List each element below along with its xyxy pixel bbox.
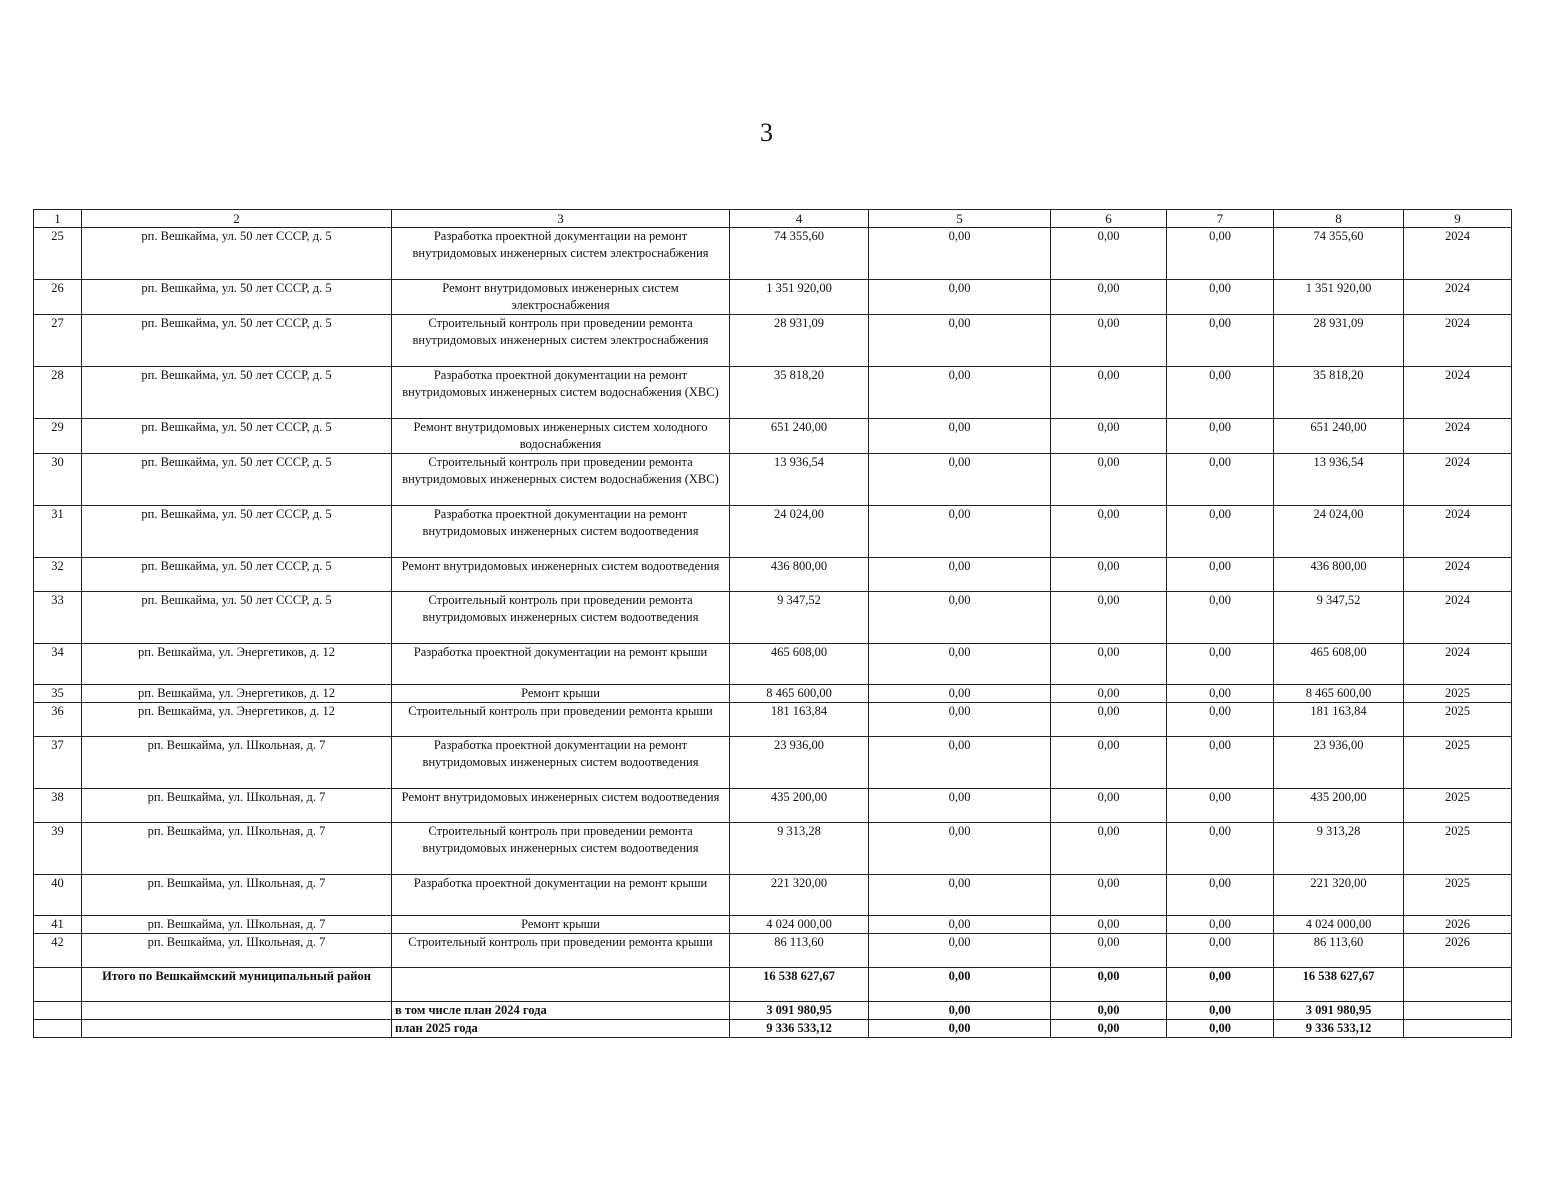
- value-cell-c5: 0,00: [869, 315, 1051, 367]
- column-number-header: 2: [82, 210, 392, 228]
- table-row: [34, 875, 1512, 916]
- value-cell-c8: 465 608,00: [1274, 644, 1404, 685]
- value-cell-c5: 0,00: [869, 737, 1051, 789]
- subtotal-empty: [1404, 1002, 1512, 1020]
- table-row: [34, 315, 1512, 367]
- column-number-header: 6: [1051, 210, 1167, 228]
- subtotal-value-c7: 0,00: [1167, 1020, 1274, 1038]
- total-value-c5: 0,00: [869, 968, 1051, 1002]
- address-cell: рп. Вешкайма, ул. Школьная, д. 7: [82, 934, 392, 968]
- value-cell-c9: 2025: [1404, 703, 1512, 737]
- value-cell-c4: 9 347,52: [730, 592, 869, 644]
- value-cell-c6: 0,00: [1051, 280, 1167, 315]
- value-cell-c6: 0,00: [1051, 934, 1167, 968]
- address-cell: рп. Вешкайма, ул. Школьная, д. 7: [82, 737, 392, 789]
- value-cell-c6: 0,00: [1051, 506, 1167, 558]
- value-cell-c9: 2026: [1404, 916, 1512, 934]
- address-cell: рп. Вешкайма, ул. Школьная, д. 7: [82, 823, 392, 875]
- value-cell-c9: 2024: [1404, 506, 1512, 558]
- value-cell-c4: 651 240,00: [730, 419, 869, 454]
- address-cell: рп. Вешкайма, ул. 50 лет СССР, д. 5: [82, 419, 392, 454]
- value-cell-c4: 1 351 920,00: [730, 280, 869, 315]
- value-cell-c9: 2025: [1404, 685, 1512, 703]
- value-cell-c9: 2024: [1404, 367, 1512, 419]
- table-row: [34, 644, 1512, 685]
- work-type-cell: Разработка проектной документации на ремонт внутридомовых инженерных систем водоотведения: [392, 737, 730, 789]
- subtotal-empty: [82, 1002, 392, 1020]
- value-cell-c7: 0,00: [1167, 280, 1274, 315]
- work-type-cell: Разработка проектной документации на ремонт крыши: [392, 875, 730, 916]
- value-cell-c5: 0,00: [869, 228, 1051, 280]
- row-number: 30: [34, 454, 82, 506]
- row-number: 29: [34, 419, 82, 454]
- value-cell-c7: 0,00: [1167, 875, 1274, 916]
- work-type-cell: Строительный контроль при проведении ремонта внутридомовых инженерных систем водоснабжения (ХВС): [392, 454, 730, 506]
- row-number: 34: [34, 644, 82, 685]
- value-cell-c6: 0,00: [1051, 685, 1167, 703]
- table-row: [34, 506, 1512, 558]
- value-cell-c7: 0,00: [1167, 367, 1274, 419]
- value-cell-c9: 2024: [1404, 315, 1512, 367]
- value-cell-c9: 2024: [1404, 644, 1512, 685]
- subtotal-value-c4: 3 091 980,95: [730, 1002, 869, 1020]
- subtotal-empty: [1404, 1020, 1512, 1038]
- value-cell-c6: 0,00: [1051, 823, 1167, 875]
- total-empty: [34, 968, 82, 1002]
- value-cell-c7: 0,00: [1167, 737, 1274, 789]
- subtotal-empty: [34, 1002, 82, 1020]
- value-cell-c8: 74 355,60: [1274, 228, 1404, 280]
- table-row: [34, 823, 1512, 875]
- total-value-c6: 0,00: [1051, 968, 1167, 1002]
- value-cell-c5: 0,00: [869, 934, 1051, 968]
- value-cell-c7: 0,00: [1167, 454, 1274, 506]
- value-cell-c6: 0,00: [1051, 454, 1167, 506]
- value-cell-c4: 35 818,20: [730, 367, 869, 419]
- total-label: Итого по Вешкаймский муниципальный район: [82, 968, 392, 1002]
- row-number: 37: [34, 737, 82, 789]
- value-cell-c8: 23 936,00: [1274, 737, 1404, 789]
- subtotal-value-c5: 0,00: [869, 1002, 1051, 1020]
- value-cell-c6: 0,00: [1051, 737, 1167, 789]
- value-cell-c8: 8 465 600,00: [1274, 685, 1404, 703]
- value-cell-c8: 86 113,60: [1274, 934, 1404, 968]
- address-cell: рп. Вешкайма, ул. Школьная, д. 7: [82, 875, 392, 916]
- value-cell-c6: 0,00: [1051, 419, 1167, 454]
- value-cell-c4: 23 936,00: [730, 737, 869, 789]
- total-value-c7: 0,00: [1167, 968, 1274, 1002]
- value-cell-c5: 0,00: [869, 644, 1051, 685]
- address-cell: рп. Вешкайма, ул. Школьная, д. 7: [82, 916, 392, 934]
- work-type-cell: Строительный контроль при проведении ремонта внутридомовых инженерных систем водоотведения: [392, 592, 730, 644]
- value-cell-c9: 2026: [1404, 934, 1512, 968]
- column-number-header: 4: [730, 210, 869, 228]
- row-number: 25: [34, 228, 82, 280]
- value-cell-c9: 2024: [1404, 592, 1512, 644]
- value-cell-c9: 2024: [1404, 558, 1512, 592]
- value-cell-c9: 2025: [1404, 875, 1512, 916]
- value-cell-c5: 0,00: [869, 419, 1051, 454]
- subtotal-label: в том числе план 2024 года: [392, 1002, 730, 1020]
- value-cell-c5: 0,00: [869, 280, 1051, 315]
- row-number: 27: [34, 315, 82, 367]
- value-cell-c9: 2025: [1404, 737, 1512, 789]
- value-cell-c6: 0,00: [1051, 875, 1167, 916]
- row-number: 36: [34, 703, 82, 737]
- subtotal-label: план 2025 года: [392, 1020, 730, 1038]
- value-cell-c6: 0,00: [1051, 789, 1167, 823]
- row-number: 40: [34, 875, 82, 916]
- value-cell-c8: 13 936,54: [1274, 454, 1404, 506]
- value-cell-c7: 0,00: [1167, 644, 1274, 685]
- column-number-header: 7: [1167, 210, 1274, 228]
- value-cell-c4: 4 024 000,00: [730, 916, 869, 934]
- address-cell: рп. Вешкайма, ул. Энергетиков, д. 12: [82, 685, 392, 703]
- row-number: 28: [34, 367, 82, 419]
- value-cell-c8: 221 320,00: [1274, 875, 1404, 916]
- row-number: 31: [34, 506, 82, 558]
- address-cell: рп. Вешкайма, ул. Школьная, д. 7: [82, 789, 392, 823]
- value-cell-c7: 0,00: [1167, 592, 1274, 644]
- subtotal-row: [34, 1002, 1512, 1020]
- address-cell: рп. Вешкайма, ул. 50 лет СССР, д. 5: [82, 315, 392, 367]
- value-cell-c4: 436 800,00: [730, 558, 869, 592]
- work-type-cell: Ремонт внутридомовых инженерных систем холодного водоснабжения: [392, 419, 730, 454]
- table-row: [34, 454, 1512, 506]
- value-cell-c7: 0,00: [1167, 823, 1274, 875]
- work-type-cell: Строительный контроль при проведении ремонта внутридомовых инженерных систем электроснабжения: [392, 315, 730, 367]
- row-number: 38: [34, 789, 82, 823]
- row-number: 42: [34, 934, 82, 968]
- value-cell-c5: 0,00: [869, 558, 1051, 592]
- value-cell-c4: 465 608,00: [730, 644, 869, 685]
- address-cell: рп. Вешкайма, ул. 50 лет СССР, д. 5: [82, 367, 392, 419]
- page-number: 3: [760, 118, 773, 147]
- value-cell-c5: 0,00: [869, 916, 1051, 934]
- value-cell-c6: 0,00: [1051, 367, 1167, 419]
- value-cell-c7: 0,00: [1167, 558, 1274, 592]
- subtotal-value-c6: 0,00: [1051, 1002, 1167, 1020]
- value-cell-c8: 9 347,52: [1274, 592, 1404, 644]
- total-value-c4: 16 538 627,67: [730, 968, 869, 1002]
- value-cell-c6: 0,00: [1051, 703, 1167, 737]
- value-cell-c8: 1 351 920,00: [1274, 280, 1404, 315]
- value-cell-c5: 0,00: [869, 685, 1051, 703]
- subtotal-empty: [34, 1020, 82, 1038]
- value-cell-c8: 651 240,00: [1274, 419, 1404, 454]
- value-cell-c7: 0,00: [1167, 228, 1274, 280]
- subtotal-empty: [82, 1020, 392, 1038]
- value-cell-c9: 2024: [1404, 454, 1512, 506]
- table-row: [34, 228, 1512, 280]
- value-cell-c5: 0,00: [869, 592, 1051, 644]
- value-cell-c8: 4 024 000,00: [1274, 916, 1404, 934]
- value-cell-c4: 221 320,00: [730, 875, 869, 916]
- address-cell: рп. Вешкайма, ул. 50 лет СССР, д. 5: [82, 506, 392, 558]
- total-empty: [1404, 968, 1512, 1002]
- value-cell-c8: 181 163,84: [1274, 703, 1404, 737]
- address-cell: рп. Вешкайма, ул. 50 лет СССР, д. 5: [82, 454, 392, 506]
- value-cell-c7: 0,00: [1167, 916, 1274, 934]
- table-row: [34, 280, 1512, 315]
- subtotal-value-c6: 0,00: [1051, 1020, 1167, 1038]
- subtotal-row: [34, 1020, 1512, 1038]
- work-type-cell: Разработка проектной документации на ремонт внутридомовых инженерных систем электроснабжения: [392, 228, 730, 280]
- subtotal-value-c4: 9 336 533,12: [730, 1020, 869, 1038]
- value-cell-c6: 0,00: [1051, 315, 1167, 367]
- subtotal-value-c7: 0,00: [1167, 1002, 1274, 1020]
- column-number-header: 9: [1404, 210, 1512, 228]
- row-number: 35: [34, 685, 82, 703]
- value-cell-c9: 2025: [1404, 789, 1512, 823]
- work-type-cell: Ремонт внутридомовых инженерных систем электроснабжения: [392, 280, 730, 315]
- capital-repair-table: [33, 209, 1512, 1038]
- column-number-row: [34, 210, 1512, 228]
- work-type-cell: Строительный контроль при проведении ремонта крыши: [392, 934, 730, 968]
- value-cell-c4: 9 313,28: [730, 823, 869, 875]
- row-number: 26: [34, 280, 82, 315]
- column-number-header: 8: [1274, 210, 1404, 228]
- address-cell: рп. Вешкайма, ул. 50 лет СССР, д. 5: [82, 280, 392, 315]
- value-cell-c5: 0,00: [869, 823, 1051, 875]
- value-cell-c8: 24 024,00: [1274, 506, 1404, 558]
- value-cell-c4: 74 355,60: [730, 228, 869, 280]
- table-row: [34, 558, 1512, 592]
- table-row: [34, 685, 1512, 703]
- value-cell-c8: 28 931,09: [1274, 315, 1404, 367]
- value-cell-c7: 0,00: [1167, 506, 1274, 558]
- column-number-header: 3: [392, 210, 730, 228]
- value-cell-c4: 13 936,54: [730, 454, 869, 506]
- work-type-cell: Строительный контроль при проведении ремонта внутридомовых инженерных систем водоотведения: [392, 823, 730, 875]
- value-cell-c9: 2024: [1404, 228, 1512, 280]
- value-cell-c8: 436 800,00: [1274, 558, 1404, 592]
- value-cell-c8: 435 200,00: [1274, 789, 1404, 823]
- address-cell: рп. Вешкайма, ул. Энергетиков, д. 12: [82, 644, 392, 685]
- value-cell-c4: 435 200,00: [730, 789, 869, 823]
- value-cell-c4: 24 024,00: [730, 506, 869, 558]
- table-row: [34, 703, 1512, 737]
- column-number-header: 1: [34, 210, 82, 228]
- address-cell: рп. Вешкайма, ул. Энергетиков, д. 12: [82, 703, 392, 737]
- value-cell-c8: 9 313,28: [1274, 823, 1404, 875]
- value-cell-c7: 0,00: [1167, 703, 1274, 737]
- value-cell-c9: 2024: [1404, 280, 1512, 315]
- work-type-cell: Разработка проектной документации на ремонт внутридомовых инженерных систем водоотведения: [392, 506, 730, 558]
- value-cell-c6: 0,00: [1051, 592, 1167, 644]
- subtotal-value-c5: 0,00: [869, 1020, 1051, 1038]
- work-type-cell: Разработка проектной документации на ремонт крыши: [392, 644, 730, 685]
- value-cell-c4: 28 931,09: [730, 315, 869, 367]
- address-cell: рп. Вешкайма, ул. 50 лет СССР, д. 5: [82, 228, 392, 280]
- work-type-cell: Строительный контроль при проведении ремонта крыши: [392, 703, 730, 737]
- address-cell: рп. Вешкайма, ул. 50 лет СССР, д. 5: [82, 592, 392, 644]
- value-cell-c4: 86 113,60: [730, 934, 869, 968]
- value-cell-c5: 0,00: [869, 703, 1051, 737]
- table-row: [34, 916, 1512, 934]
- value-cell-c5: 0,00: [869, 454, 1051, 506]
- table-row: [34, 789, 1512, 823]
- table-row: [34, 934, 1512, 968]
- value-cell-c5: 0,00: [869, 506, 1051, 558]
- value-cell-c5: 0,00: [869, 789, 1051, 823]
- value-cell-c7: 0,00: [1167, 315, 1274, 367]
- subtotal-value-c8: 9 336 533,12: [1274, 1020, 1404, 1038]
- address-cell: рп. Вешкайма, ул. 50 лет СССР, д. 5: [82, 558, 392, 592]
- work-type-cell: Ремонт крыши: [392, 916, 730, 934]
- value-cell-c8: 35 818,20: [1274, 367, 1404, 419]
- subtotal-value-c8: 3 091 980,95: [1274, 1002, 1404, 1020]
- value-cell-c7: 0,00: [1167, 685, 1274, 703]
- value-cell-c4: 181 163,84: [730, 703, 869, 737]
- work-type-cell: Разработка проектной документации на ремонт внутридомовых инженерных систем водоснабжения (ХВС): [392, 367, 730, 419]
- value-cell-c5: 0,00: [869, 875, 1051, 916]
- total-empty: [392, 968, 730, 1002]
- value-cell-c5: 0,00: [869, 367, 1051, 419]
- value-cell-c6: 0,00: [1051, 916, 1167, 934]
- table-row: [34, 367, 1512, 419]
- value-cell-c6: 0,00: [1051, 228, 1167, 280]
- column-number-header: 5: [869, 210, 1051, 228]
- value-cell-c6: 0,00: [1051, 644, 1167, 685]
- value-cell-c9: 2025: [1404, 823, 1512, 875]
- work-type-cell: Ремонт внутридомовых инженерных систем водоотведения: [392, 789, 730, 823]
- total-row: [34, 968, 1512, 1002]
- row-number: 41: [34, 916, 82, 934]
- value-cell-c6: 0,00: [1051, 558, 1167, 592]
- value-cell-c9: 2024: [1404, 419, 1512, 454]
- value-cell-c4: 8 465 600,00: [730, 685, 869, 703]
- table-row: [34, 419, 1512, 454]
- row-number: 32: [34, 558, 82, 592]
- value-cell-c7: 0,00: [1167, 419, 1274, 454]
- value-cell-c7: 0,00: [1167, 934, 1274, 968]
- work-type-cell: Ремонт внутридомовых инженерных систем водоотведения: [392, 558, 730, 592]
- row-number: 39: [34, 823, 82, 875]
- work-type-cell: Ремонт крыши: [392, 685, 730, 703]
- value-cell-c7: 0,00: [1167, 789, 1274, 823]
- total-value-c8: 16 538 627,67: [1274, 968, 1404, 1002]
- table-row: [34, 737, 1512, 789]
- row-number: 33: [34, 592, 82, 644]
- table-row: [34, 592, 1512, 644]
